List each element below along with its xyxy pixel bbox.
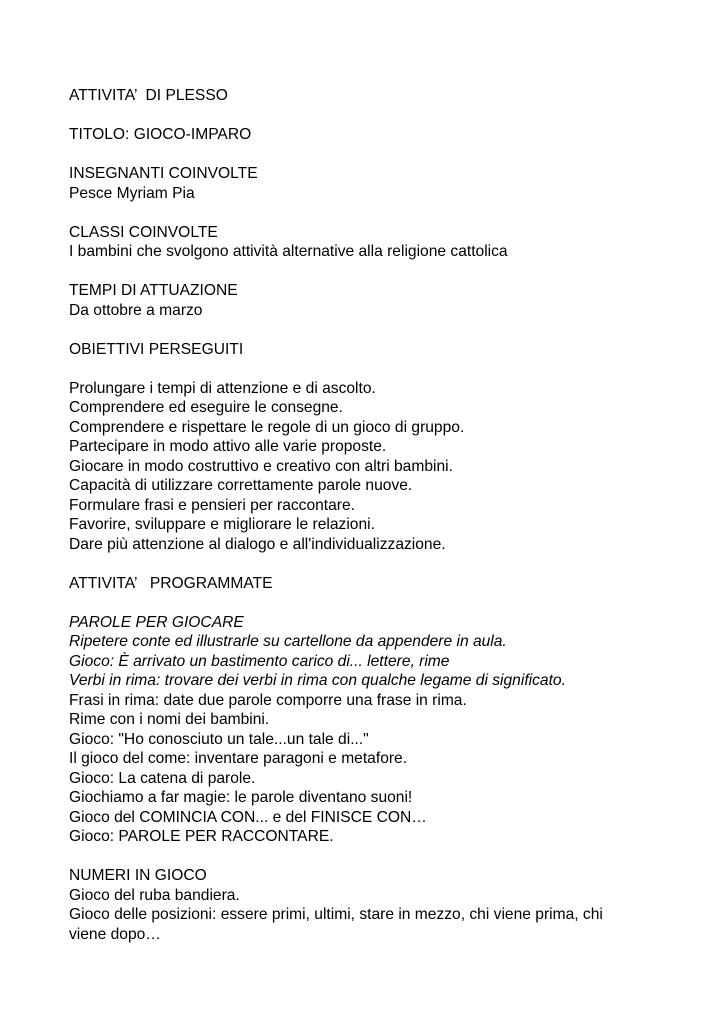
objective-item: Partecipare in modo attivo alle varie proposte. bbox=[69, 438, 387, 455]
words-item: Gioco: PAROLE PER RACCONTARE. bbox=[69, 828, 334, 845]
words-item: Rime con i nomi dei bambini. bbox=[69, 711, 270, 728]
words-item: Gioco: "Ho conosciuto un tale...un tale di..." bbox=[69, 730, 369, 748]
classes-heading: CLASSI COINVOLTE bbox=[69, 223, 218, 241]
objective-item: Giocare in modo costruttivo e creativo con altri bambini. bbox=[69, 457, 453, 475]
timing-heading: TEMPI DI ATTUAZIONE bbox=[69, 282, 238, 299]
words-item: Gioco del COMINCIA CON... e del FINISCE CON… bbox=[69, 808, 427, 826]
objective-item: Favorire, sviluppare e migliorare le relazioni. bbox=[69, 516, 375, 533]
objective-item: Prolungare i tempi di attenzione e di ascolto. bbox=[69, 379, 376, 397]
objective-item: Comprendere e rispettare le regole di un gioco di gruppo. bbox=[69, 418, 465, 436]
teachers-value: Pesce Myriam Pia bbox=[69, 184, 195, 202]
activity-header: ATTIVITA’ DI PLESSO bbox=[69, 87, 228, 104]
words-italic-item: Ripetere conte ed illustrarle su cartellone da appendere in aula. bbox=[69, 633, 507, 650]
objectives-heading: OBIETTIVI PERSEGUITI bbox=[69, 340, 244, 358]
teachers-heading: INSEGNANTI COINVOLTE bbox=[69, 165, 258, 182]
objective-item: Dare più attenzione al dialogo e all'individualizzazione. bbox=[69, 535, 446, 553]
classes-value: I bambini che svolgono attività alternative alla religione cattolica bbox=[69, 243, 508, 260]
numbers-item: viene dopo… bbox=[69, 925, 161, 943]
words-section-heading: PAROLE PER GIOCARE bbox=[69, 613, 244, 631]
words-item: Giochiamo a far magie: le parole diventano suoni! bbox=[69, 789, 413, 806]
numbers-activity-list bbox=[69, 886, 679, 945]
words-item: Il gioco del come: inventare paragoni e metafore. bbox=[69, 750, 408, 767]
words-activity-list bbox=[69, 632, 679, 847]
words-item: Frasi in rima: date due parole comporre una frase in rima. bbox=[69, 691, 467, 709]
objective-item: Capacità di utilizzare correttamente parole nuove. bbox=[69, 477, 413, 494]
numbers-item: Gioco del ruba bandiera. bbox=[69, 886, 240, 904]
objective-item: Formulare frasi e pensieri per raccontare. bbox=[69, 496, 356, 514]
words-item: Gioco: La catena di parole. bbox=[69, 769, 256, 787]
objectives-list bbox=[69, 379, 679, 555]
numbers-item: Gioco delle posizioni: essere primi, ultimi, stare in mezzo, chi viene prima, chi bbox=[69, 906, 603, 923]
document-title: TITOLO: GIOCO-IMPARO bbox=[69, 126, 252, 143]
activities-heading: ATTIVITA’ PROGRAMMATE bbox=[69, 574, 273, 592]
timing-value: Da ottobre a marzo bbox=[69, 301, 203, 319]
numbers-section-heading: NUMERI IN GIOCO bbox=[69, 867, 207, 884]
document-page bbox=[69, 86, 679, 944]
words-italic-item: Gioco: È arrivato un bastimento carico di... lettere, rime bbox=[69, 652, 450, 670]
objective-item: Comprendere ed eseguire le consegne. bbox=[69, 399, 343, 416]
words-italic-item: Verbi in rima: trovare dei verbi in rima con qualche legame di significato. bbox=[69, 672, 566, 689]
